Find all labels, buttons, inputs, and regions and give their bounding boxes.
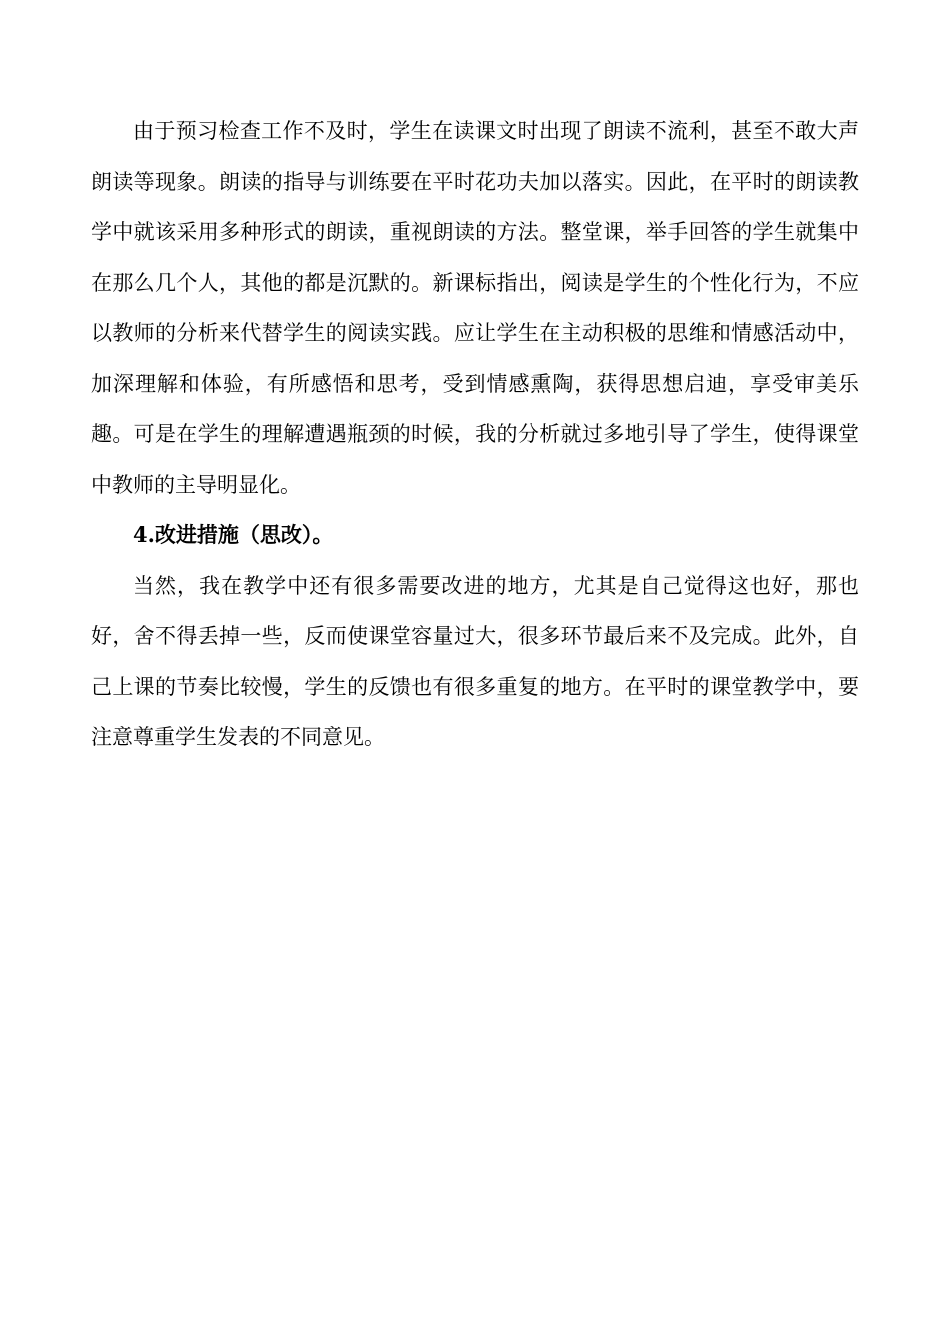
paragraph-improvement-measures: 当然，我在教学中还有很多需要改进的地方，尤其是自己觉得这也好，那也好，舍不得丢掉一些，反而使课堂容量过大，很多环节最后来不及完成。此外，自己上课的节奏比较慢，学生的反馈也有很多重复的地方。在平时的课堂教学中，要注意尊重学生发表的不同意见。: [91, 573, 859, 749]
section-heading-improvement: 4.改进措施（思改）。: [133, 522, 334, 547]
paragraph-reading-reflection: 由于预习检查工作不及时，学生在读课文时出现了朗读不流利，甚至不敢大声朗读等现象。朗读的指导与训练要在平时花功夫加以落实。因此，在平时的朗读教学中就该采用多种形式的朗读，重视朗读的方法。整堂课，举手回答的学生就集中在那么几个人，其他的都是沉默的。新课标指出，阅读是学生的个性化行为，不应以教师的分析来代替学生的阅读实践。应让学生在主动积极的思维和情感活动中，加深理解和体验，有所感悟和思考，受到情感熏陶，获得思想启迪，享受审美乐趣。可是在学生的理解遭遇瓶颈的时候，我的分析就过多地引导了学生，使得课堂中教师的主导明显化。: [91, 119, 859, 497]
document-body: [91, 106, 859, 763]
